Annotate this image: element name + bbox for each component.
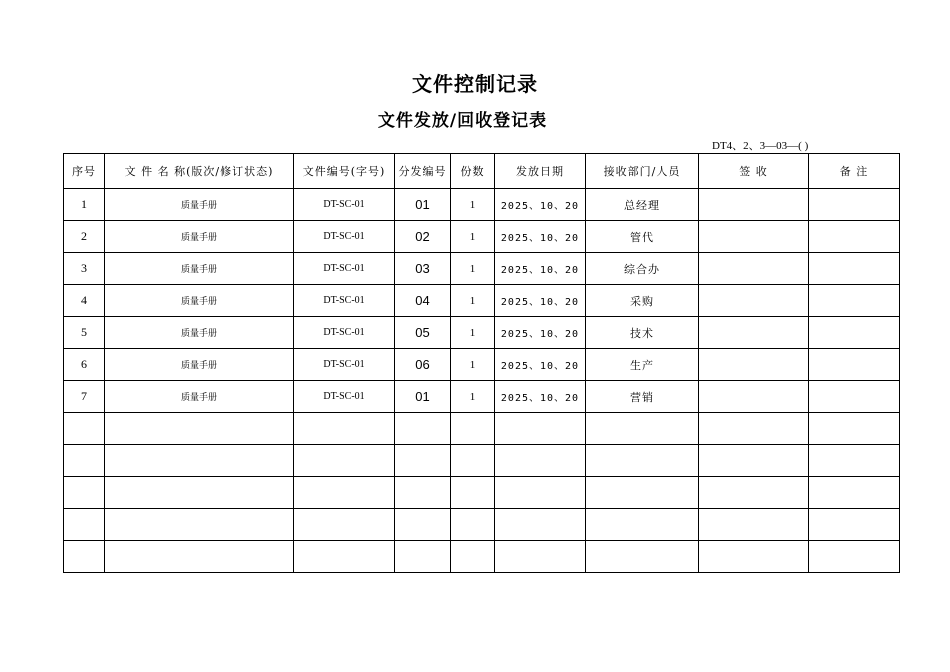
header-index: 序号 xyxy=(64,154,105,189)
cell-distribution-number: 01 xyxy=(395,189,451,221)
cell-signature xyxy=(699,445,809,477)
cell-distribution-number xyxy=(395,509,451,541)
cell-distribution-number: 01 xyxy=(395,381,451,413)
document-number: DT4、2、3—03—( ) xyxy=(712,140,809,152)
cell-document-name: 质量手册 xyxy=(105,285,294,317)
table-row xyxy=(64,541,900,573)
cell-copies xyxy=(451,445,495,477)
cell-issue-date: 2025、10、20 xyxy=(495,189,586,221)
cell-copies: 1 xyxy=(451,221,495,253)
cell-recipient: 营销 xyxy=(586,381,699,413)
cell-recipient xyxy=(586,509,699,541)
table-row xyxy=(64,381,900,413)
table-body xyxy=(64,189,900,573)
cell-document-name: 质量手册 xyxy=(105,221,294,253)
cell-document-code: DT-SC-01 xyxy=(294,221,395,253)
cell-signature xyxy=(699,189,809,221)
cell-index xyxy=(64,477,105,509)
cell-copies: 1 xyxy=(451,317,495,349)
cell-index: 4 xyxy=(64,285,105,317)
table-row xyxy=(64,509,900,541)
cell-copies: 1 xyxy=(451,189,495,221)
cell-recipient: 综合办 xyxy=(586,253,699,285)
cell-issue-date xyxy=(495,541,586,573)
distribution-record-table xyxy=(63,153,900,573)
cell-copies xyxy=(451,509,495,541)
header-sign: 签 收 xyxy=(699,154,809,189)
cell-signature xyxy=(699,317,809,349)
cell-document-code xyxy=(294,509,395,541)
cell-distribution-number xyxy=(395,413,451,445)
document-title: 文件控制记录 xyxy=(412,72,538,96)
cell-copies: 1 xyxy=(451,285,495,317)
cell-remark xyxy=(809,221,900,253)
cell-document-name xyxy=(105,413,294,445)
cell-recipient: 总经理 xyxy=(586,189,699,221)
cell-copies xyxy=(451,413,495,445)
cell-distribution-number: 06 xyxy=(395,349,451,381)
cell-distribution-number: 05 xyxy=(395,317,451,349)
header-name: 文 件 名 称(版次/修订状态) xyxy=(105,154,294,189)
cell-remark xyxy=(809,541,900,573)
table-row xyxy=(64,445,900,477)
table-row xyxy=(64,285,900,317)
table-row xyxy=(64,349,900,381)
cell-issue-date: 2025、10、20 xyxy=(495,253,586,285)
cell-issue-date: 2025、10、20 xyxy=(495,317,586,349)
cell-signature xyxy=(699,509,809,541)
cell-remark xyxy=(809,477,900,509)
table-row xyxy=(64,317,900,349)
cell-document-code: DT-SC-01 xyxy=(294,381,395,413)
cell-document-name: 质量手册 xyxy=(105,381,294,413)
table-row xyxy=(64,253,900,285)
cell-copies xyxy=(451,477,495,509)
cell-document-name xyxy=(105,477,294,509)
cell-document-name xyxy=(105,445,294,477)
cell-remark xyxy=(809,285,900,317)
cell-document-code xyxy=(294,477,395,509)
table-row xyxy=(64,477,900,509)
cell-distribution-number xyxy=(395,541,451,573)
table-row xyxy=(64,189,900,221)
cell-distribution-number: 02 xyxy=(395,221,451,253)
cell-signature xyxy=(699,477,809,509)
cell-remark xyxy=(809,189,900,221)
cell-signature xyxy=(699,413,809,445)
cell-signature xyxy=(699,349,809,381)
cell-recipient: 采购 xyxy=(586,285,699,317)
cell-index: 7 xyxy=(64,381,105,413)
cell-signature xyxy=(699,221,809,253)
cell-recipient xyxy=(586,477,699,509)
cell-remark xyxy=(809,349,900,381)
cell-index: 6 xyxy=(64,349,105,381)
cell-index: 2 xyxy=(64,221,105,253)
cell-index xyxy=(64,413,105,445)
cell-signature xyxy=(699,381,809,413)
cell-distribution-number xyxy=(395,477,451,509)
cell-recipient: 生产 xyxy=(586,349,699,381)
cell-signature xyxy=(699,541,809,573)
cell-copies: 1 xyxy=(451,253,495,285)
cell-document-code: DT-SC-01 xyxy=(294,253,395,285)
cell-signature xyxy=(699,253,809,285)
cell-remark xyxy=(809,509,900,541)
header-code: 文件编号(字号) xyxy=(294,154,395,189)
cell-distribution-number: 04 xyxy=(395,285,451,317)
cell-recipient xyxy=(586,413,699,445)
cell-remark xyxy=(809,253,900,285)
cell-signature xyxy=(699,285,809,317)
cell-index xyxy=(64,541,105,573)
header-remark: 备 注 xyxy=(809,154,900,189)
cell-remark xyxy=(809,445,900,477)
cell-index: 3 xyxy=(64,253,105,285)
cell-document-name: 质量手册 xyxy=(105,189,294,221)
cell-copies xyxy=(451,541,495,573)
cell-distribution-number xyxy=(395,445,451,477)
cell-index: 5 xyxy=(64,317,105,349)
cell-distribution-number: 03 xyxy=(395,253,451,285)
cell-copies: 1 xyxy=(451,381,495,413)
cell-remark xyxy=(809,317,900,349)
cell-remark xyxy=(809,413,900,445)
cell-issue-date xyxy=(495,445,586,477)
cell-document-name xyxy=(105,541,294,573)
cell-document-code: DT-SC-01 xyxy=(294,189,395,221)
cell-index xyxy=(64,445,105,477)
cell-document-code: DT-SC-01 xyxy=(294,285,395,317)
cell-index xyxy=(64,509,105,541)
cell-index: 1 xyxy=(64,189,105,221)
table-row xyxy=(64,413,900,445)
cell-document-name xyxy=(105,509,294,541)
cell-remark xyxy=(809,381,900,413)
cell-issue-date: 2025、10、20 xyxy=(495,381,586,413)
header-copies: 份数 xyxy=(451,154,495,189)
cell-document-name: 质量手册 xyxy=(105,317,294,349)
cell-document-code: DT-SC-01 xyxy=(294,349,395,381)
cell-recipient xyxy=(586,445,699,477)
cell-document-code xyxy=(294,541,395,573)
cell-document-code xyxy=(294,445,395,477)
cell-document-code: DT-SC-01 xyxy=(294,317,395,349)
cell-recipient: 技术 xyxy=(586,317,699,349)
cell-copies: 1 xyxy=(451,349,495,381)
cell-recipient: 管代 xyxy=(586,221,699,253)
document-subtitle: 文件发放/回收登记表 xyxy=(377,111,548,131)
header-date: 发放日期 xyxy=(495,154,586,189)
header-dept: 接收部门/人员 xyxy=(586,154,699,189)
table-header-row xyxy=(64,154,900,189)
cell-issue-date xyxy=(495,477,586,509)
cell-issue-date: 2025、10、20 xyxy=(495,349,586,381)
header-dist-no: 分发编号 xyxy=(395,154,451,189)
cell-document-name: 质量手册 xyxy=(105,349,294,381)
cell-recipient xyxy=(586,541,699,573)
cell-document-name: 质量手册 xyxy=(105,253,294,285)
table-row xyxy=(64,221,900,253)
cell-document-code xyxy=(294,413,395,445)
cell-issue-date: 2025、10、20 xyxy=(495,221,586,253)
cell-issue-date: 2025、10、20 xyxy=(495,285,586,317)
cell-issue-date xyxy=(495,509,586,541)
cell-issue-date xyxy=(495,413,586,445)
